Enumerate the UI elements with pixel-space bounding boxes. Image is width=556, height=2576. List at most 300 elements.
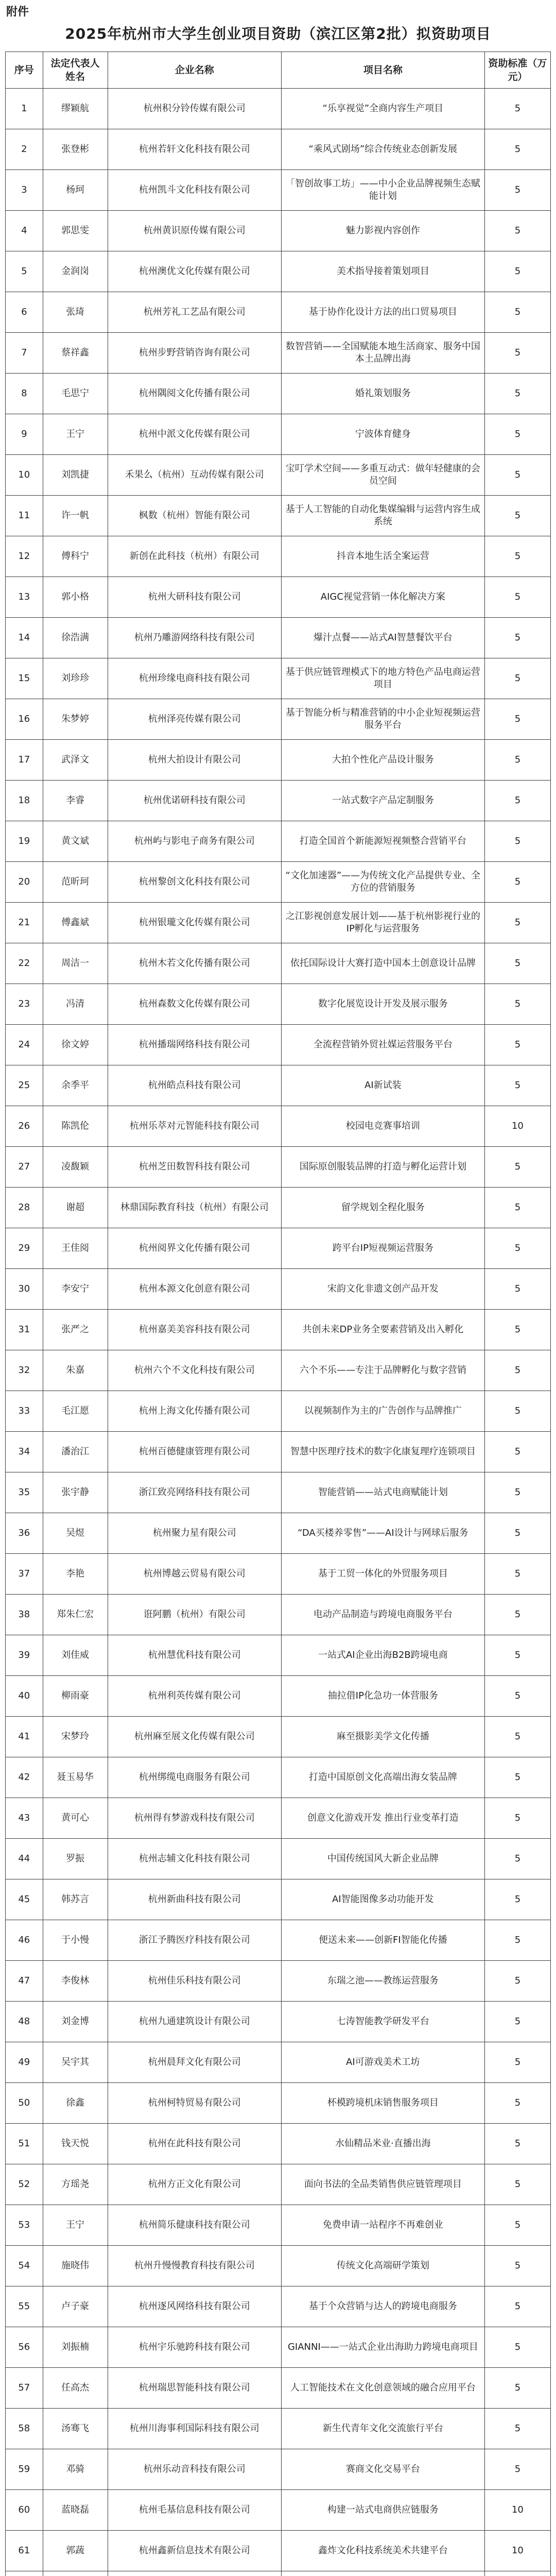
funding-amount: 5: [484, 1635, 550, 1676]
funding-amount: 5: [484, 2205, 550, 2246]
row-number: 30: [6, 1269, 43, 1310]
project-name: 跨平台IP短视频运营服务: [281, 1228, 484, 1269]
company-name: 浙江予腾医疗科技有限公司: [108, 1920, 281, 1961]
legal-rep-name: 韩苏言: [43, 1879, 108, 1920]
legal-rep-name: 朱嘉: [43, 1350, 108, 1391]
company-name: [108, 2571, 281, 2576]
legal-rep-name: 范昕珂: [43, 862, 108, 903]
table-row: [6, 781, 551, 821]
funding-amount: 5: [484, 1757, 550, 1798]
legal-rep-name: 张琦: [43, 292, 108, 333]
company-name: 杭州佳乐科技有限公司: [108, 1961, 281, 2002]
legal-rep-name: 郑朱仁宏: [43, 1595, 108, 1635]
row-number: 45: [6, 1879, 43, 1920]
funding-amount: 5: [484, 1350, 550, 1391]
funding-amount: 5: [484, 740, 550, 781]
row-number: 5: [6, 251, 43, 292]
project-name: 基于智能分析与精准营销的中小企业短视频运营服务平台: [281, 699, 484, 740]
company-name: 杭州利英传媒有限公司: [108, 1676, 281, 1717]
row-number: 39: [6, 1635, 43, 1676]
funding-amount: 5: [484, 2124, 550, 2164]
funding-amount: 5: [484, 89, 550, 129]
table-row: [6, 1188, 551, 1228]
legal-rep-name: 陈凯伦: [43, 1106, 108, 1147]
funding-amount: 5: [484, 2368, 550, 2409]
funding-amount: 5: [484, 903, 550, 943]
legal-rep-name: 吴煜: [43, 1513, 108, 1554]
legal-rep-name: 张登彬: [43, 129, 108, 170]
project-name: 宁波体育健身: [281, 414, 484, 455]
project-name: AIGC视觉营销一体化解决方案: [281, 577, 484, 618]
row-number: 32: [6, 1350, 43, 1391]
row-number: 41: [6, 1717, 43, 1757]
company-name: 杭州优诺研科技有限公司: [108, 781, 281, 821]
legal-rep-name: 卢子豪: [43, 2286, 108, 2327]
legal-rep-name: 毛思宁: [43, 374, 108, 414]
project-name: 东瑞之池——教练运营服务: [281, 1961, 484, 2002]
table-row: [6, 943, 551, 984]
funding-amount: 5: [484, 251, 550, 292]
legal-rep-name: 刘振楠: [43, 2327, 108, 2368]
project-name: AI新试装: [281, 1065, 484, 1106]
company-name: 杭州简乐健康科技有限公司: [108, 2205, 281, 2246]
project-name: 智能营销——站式电商赋能计划: [281, 1472, 484, 1513]
company-name: 杭州中派文化传媒有限公司: [108, 414, 281, 455]
project-name: 一站式数字产品定制服务: [281, 781, 484, 821]
table-row: [6, 1106, 551, 1147]
table-row: [6, 984, 551, 1025]
row-number: 19: [6, 821, 43, 862]
row-number: 42: [6, 1757, 43, 1798]
project-name: 七涛智能教学研发平台: [281, 2002, 484, 2042]
funding-amount: 5: [484, 2246, 550, 2286]
row-number: 12: [6, 536, 43, 577]
funding-amount: 5: [484, 211, 550, 251]
project-name: 智慧中医理疗技术的数字化康复理疗连锁项目: [281, 1432, 484, 1472]
table-row: [6, 170, 551, 211]
legal-rep-name: 王宁: [43, 414, 108, 455]
project-name: AI可游戏美术工坊: [281, 2042, 484, 2083]
company-name: 杭州毛基信息科技有限公司: [108, 2490, 281, 2531]
company-name: 杭州上海文化传播有限公司: [108, 1391, 281, 1432]
row-number: 44: [6, 1839, 43, 1879]
project-name: 杯模跨境机床销售服务项目: [281, 2083, 484, 2124]
project-name: [281, 2571, 484, 2576]
project-name: 基于协作化设计方法的出口贸易项目: [281, 292, 484, 333]
table-row: [6, 1839, 551, 1879]
company-name: 杭州瑞思智能科技有限公司: [108, 2368, 281, 2409]
legal-rep-name: 潘治江: [43, 1432, 108, 1472]
header-company: 企业名称: [108, 52, 281, 89]
funding-amount: 5: [484, 455, 550, 496]
row-number: 21: [6, 903, 43, 943]
funding-amount: 5: [484, 1065, 550, 1106]
table-row: [6, 1269, 551, 1310]
table-row: [6, 1025, 551, 1065]
project-name: 婚礼策划服务: [281, 374, 484, 414]
project-name: 基于供应链管理模式下的地方特色产品电商运营项目: [281, 658, 484, 699]
row-number: [6, 2571, 43, 2576]
row-number: 48: [6, 2002, 43, 2042]
funding-amount: 5: [484, 2083, 550, 2124]
table-row: [6, 2409, 551, 2449]
funding-amount: 5: [484, 2409, 550, 2449]
legal-rep-name: 周洁一: [43, 943, 108, 984]
funding-amount: 5: [484, 577, 550, 618]
legal-rep-name: 李俊林: [43, 1961, 108, 2002]
row-number: 40: [6, 1676, 43, 1717]
row-number: 14: [6, 618, 43, 658]
table-row: [6, 577, 551, 618]
table-row: [6, 89, 551, 129]
row-number: 56: [6, 2327, 43, 2368]
row-number: 3: [6, 170, 43, 211]
funding-amount: 5: [484, 2449, 550, 2490]
company-name: 杭州九通建筑设计有限公司: [108, 2002, 281, 2042]
legal-rep-name: 蓝晓磊: [43, 2490, 108, 2531]
legal-rep-name: 柳雨豪: [43, 1676, 108, 1717]
table-row: [6, 862, 551, 903]
project-name: 数智营销——全国赋能本地生活商家、服务中国本土品牌出海: [281, 333, 484, 374]
company-name: 杭州步野营销咨询有限公司: [108, 333, 281, 374]
project-name: 美术指导接着策划项目: [281, 251, 484, 292]
company-name: 杭州大拍设计有限公司: [108, 740, 281, 781]
funding-amount: 5: [484, 1676, 550, 1717]
legal-rep-name: 李睿: [43, 781, 108, 821]
row-number: 28: [6, 1188, 43, 1228]
table-row: [6, 496, 551, 536]
funding-amount: 5: [484, 1961, 550, 2002]
funding-amount: 5: [484, 129, 550, 170]
table-row: [6, 211, 551, 251]
project-name: 鑫炸文化科技系统美术共建平台: [281, 2531, 484, 2571]
company-name: 杭州宇乐驰跨科技有限公司: [108, 2327, 281, 2368]
funding-amount: 10: [484, 2531, 550, 2571]
table-row: [6, 821, 551, 862]
project-name: 中国传统国风大新企业品牌: [281, 1839, 484, 1879]
funding-amount: 5: [484, 1269, 550, 1310]
company-name: 杭州得有梦游戏科技有限公司: [108, 1798, 281, 1839]
funding-amount: 5: [484, 1879, 550, 1920]
company-name: 杭州柯特贸易有限公司: [108, 2083, 281, 2124]
legal-rep-name: 傅鑫斌: [43, 903, 108, 943]
funding-amount: 5: [484, 618, 550, 658]
legal-rep-name: 刘凯捷: [43, 455, 108, 496]
funding-amount: 5: [484, 170, 550, 211]
table-row: [6, 2327, 551, 2368]
header-project: 项目名称: [281, 52, 484, 89]
project-name: “乘风式剧场”综合传统业态创新发展: [281, 129, 484, 170]
company-name: 杭州聚力星有限公司: [108, 1513, 281, 1554]
company-name: 杭州大研科技有限公司: [108, 577, 281, 618]
legal-rep-name: 徐鑫: [43, 2083, 108, 2124]
table-row: [6, 455, 551, 496]
legal-rep-name: 李安宁: [43, 1269, 108, 1310]
project-name: 依托国际设计大赛打造中国本土创意设计品牌: [281, 943, 484, 984]
row-number: 13: [6, 577, 43, 618]
project-name: 以视频制作为主的广告创作与品牌推广: [281, 1391, 484, 1432]
table-row: [6, 1350, 551, 1391]
funding-amount: 5: [484, 2286, 550, 2327]
table-row: [6, 740, 551, 781]
project-name: 面向书法的全品类销售供应链管理项目: [281, 2164, 484, 2205]
company-name: 杭州乃雕游网络科技有限公司: [108, 618, 281, 658]
legal-rep-name: 黄文斌: [43, 821, 108, 862]
company-name: 杭州鑫新信息技术有限公司: [108, 2531, 281, 2571]
project-name: 创意文化游戏开发 推出行业变革打造: [281, 1798, 484, 1839]
company-name: 杭州逐风网络科技有限公司: [108, 2286, 281, 2327]
company-name: 林鼎国际教育科技（杭州）有限公司: [108, 1188, 281, 1228]
company-name: 杭州六个不文化科技有限公司: [108, 1350, 281, 1391]
company-name: 杭州志辅文化科技有限公司: [108, 1839, 281, 1879]
row-number: 52: [6, 2164, 43, 2205]
table-row: [6, 2002, 551, 2042]
row-number: 57: [6, 2368, 43, 2409]
project-name: 基于人工智能的自动化集媒编辑与运营内容生成系统: [281, 496, 484, 536]
row-number: 7: [6, 333, 43, 374]
row-number: 36: [6, 1513, 43, 1554]
project-name: 校园电竞赛事培训: [281, 1106, 484, 1147]
project-name: GIANNI——一站式企业出海助力跨境电商项目: [281, 2327, 484, 2368]
project-name: 新生代青年文化交流旅行平台: [281, 2409, 484, 2449]
funding-amount: 5: [484, 2002, 550, 2042]
table-row: [6, 1595, 551, 1635]
company-name: 杭州芳礼工艺品有限公司: [108, 292, 281, 333]
company-name: 杭州在此科技有限公司: [108, 2124, 281, 2164]
funding-amount: 5: [484, 821, 550, 862]
legal-rep-name: 朱梦婷: [43, 699, 108, 740]
row-number: 10: [6, 455, 43, 496]
table-row: [6, 251, 551, 292]
project-name: 打造中国原创文化高端出海女装品牌: [281, 1757, 484, 1798]
row-number: 31: [6, 1310, 43, 1350]
company-name: 杭州百德健康管理有限公司: [108, 1432, 281, 1472]
row-number: 8: [6, 374, 43, 414]
table-row: [6, 2449, 551, 2490]
project-name: 基于工贸一体化的外贸服务项目: [281, 1554, 484, 1595]
funding-amount: 5: [484, 984, 550, 1025]
table-row: [6, 1391, 551, 1432]
project-name: 全流程营销外贸社媒运营服务平台: [281, 1025, 484, 1065]
table-row: [6, 1961, 551, 2002]
funding-amount: 5: [484, 1188, 550, 1228]
table-row: [6, 1310, 551, 1350]
table-row: [6, 618, 551, 658]
company-name: 杭州麻至展文化传媒有限公司: [108, 1717, 281, 1757]
project-name: 一站式AI企业出海B2B跨境电商: [281, 1635, 484, 1676]
funding-amount: 5: [484, 1310, 550, 1350]
legal-rep-name: 施晓伟: [43, 2246, 108, 2286]
company-name: 杭州芝田数智科技有限公司: [108, 1147, 281, 1188]
company-name: 杭州屿与影电子商务有限公司: [108, 821, 281, 862]
funding-amount: 5: [484, 658, 550, 699]
annex-label: 附件: [6, 6, 29, 19]
table-row: [6, 1757, 551, 1798]
company-name: 杭州升慢慢教育科技有限公司: [108, 2246, 281, 2286]
table-row: [6, 2368, 551, 2409]
project-name: 构建一站式电商供应链服务: [281, 2490, 484, 2531]
project-name: 传统文化高端研学策划: [281, 2246, 484, 2286]
row-number: 26: [6, 1106, 43, 1147]
funding-amount: 5: [484, 699, 550, 740]
company-name: 禾果么（杭州）互动传媒有限公司: [108, 455, 281, 496]
row-number: 60: [6, 2490, 43, 2531]
company-name: 杭州乐萃对元智能科技有限公司: [108, 1106, 281, 1147]
company-name: 杭州若轩文化科技有限公司: [108, 129, 281, 170]
legal-rep-name: 杨珂: [43, 170, 108, 211]
row-number: 58: [6, 2409, 43, 2449]
row-number: 43: [6, 1798, 43, 1839]
funding-amount: 5: [484, 1432, 550, 1472]
funding-amount: 5: [484, 374, 550, 414]
legal-rep-name: 张宇静: [43, 1472, 108, 1513]
company-name: 杭州阅界文化传播有限公司: [108, 1228, 281, 1269]
funding-amount: 5: [484, 1717, 550, 1757]
funding-amount: 5: [484, 1595, 550, 1635]
table-row: [6, 903, 551, 943]
table-row: [6, 1554, 551, 1595]
legal-rep-name: 邓骑: [43, 2449, 108, 2490]
table-row: [6, 1432, 551, 1472]
project-name: 六个不乐——专注于品牌孵化与数字营销: [281, 1350, 484, 1391]
row-number: 24: [6, 1025, 43, 1065]
funding-amount: 5: [484, 536, 550, 577]
row-number: 47: [6, 1961, 43, 2002]
company-name: 杭州木若文化传播有限公司: [108, 943, 281, 984]
project-name: 赛商文化交易平台: [281, 2449, 484, 2490]
funding-amount: 10: [484, 2490, 550, 2531]
table-row: [6, 2571, 551, 2576]
table-row: [6, 414, 551, 455]
legal-rep-name: 张严之: [43, 1310, 108, 1350]
project-name: 魅力影视内容创作: [281, 211, 484, 251]
row-number: 11: [6, 496, 43, 536]
row-number: 51: [6, 2124, 43, 2164]
document-title: 2025年杭州市大学生创业项目资助（滨江区第2批）拟资助项目: [65, 25, 491, 42]
funding-amount: 5: [484, 1472, 550, 1513]
company-name: 杭州银瓏文化传媒有限公司: [108, 903, 281, 943]
legal-rep-name: 冯清: [43, 984, 108, 1025]
project-name: “乐享视觉”全商内容生产项目: [281, 89, 484, 129]
legal-rep-name: 汤骞飞: [43, 2409, 108, 2449]
row-number: 16: [6, 699, 43, 740]
project-name: 数字化展览设计开发及展示服务: [281, 984, 484, 1025]
company-name: 诳阿鹏（杭州）有限公司: [108, 1595, 281, 1635]
funding-amount: 5: [484, 943, 550, 984]
row-number: 6: [6, 292, 43, 333]
company-name: 杭州博越云贸易有限公司: [108, 1554, 281, 1595]
table-header-row: [6, 52, 551, 89]
table-row: [6, 1879, 551, 1920]
row-number: 29: [6, 1228, 43, 1269]
funding-amount: 5: [484, 1920, 550, 1961]
legal-rep-name: 郭小格: [43, 577, 108, 618]
table-row: [6, 1065, 551, 1106]
row-number: 34: [6, 1432, 43, 1472]
funding-amount: 5: [484, 292, 550, 333]
table-row: [6, 2124, 551, 2164]
legal-rep-name: 宋梦玲: [43, 1717, 108, 1757]
project-name: 国际原创服装品牌的打造与孵化运营计划: [281, 1147, 484, 1188]
legal-rep-name: 毛江愿: [43, 1391, 108, 1432]
legal-rep-name: 徐文婷: [43, 1025, 108, 1065]
project-name: AI智能图像多动功能开发: [281, 1879, 484, 1920]
legal-rep-name: 刘佳威: [43, 1635, 108, 1676]
table-row: [6, 129, 551, 170]
project-name: “文化加速器”——为传统文化产品提供专业、全方位的营销服务: [281, 862, 484, 903]
legal-rep-name: 王宁: [43, 2205, 108, 2246]
legal-rep-name: 余季平: [43, 1065, 108, 1106]
legal-rep-name: 傅科宁: [43, 536, 108, 577]
table-row: [6, 2083, 551, 2124]
row-number: 23: [6, 984, 43, 1025]
funding-amount: 5: [484, 2327, 550, 2368]
funding-amount: 5: [484, 496, 550, 536]
row-number: 35: [6, 1472, 43, 1513]
legal-rep-name: 于小慢: [43, 1920, 108, 1961]
project-name: 打造全国首个新能源短视频整合营销平台: [281, 821, 484, 862]
legal-rep-name: 武泽文: [43, 740, 108, 781]
company-name: 杭州绑缆电商服务有限公司: [108, 1757, 281, 1798]
project-name: 基于个众营销与达人的跨境电商服务: [281, 2286, 484, 2327]
legal-rep-name: 谢超: [43, 1188, 108, 1228]
funding-amount: 5: [484, 333, 550, 374]
project-name: 抽拉借IP化急功一体营服务: [281, 1676, 484, 1717]
legal-rep-name: 钱天悦: [43, 2124, 108, 2164]
row-number: 2: [6, 129, 43, 170]
funding-amount: 5: [484, 1839, 550, 1879]
legal-rep-name: 黄可心: [43, 1798, 108, 1839]
row-number: 33: [6, 1391, 43, 1432]
legal-rep-name: 任高杰: [43, 2368, 108, 2409]
row-number: 18: [6, 781, 43, 821]
legal-rep-name: 徐浩满: [43, 618, 108, 658]
company-name: 杭州黎创文化科技有限公司: [108, 862, 281, 903]
project-name: 宝叮学术空间——多重互动式：做年轻健康的会员空间: [281, 455, 484, 496]
table-row: [6, 2246, 551, 2286]
project-name: 抖音本地生活全案运营: [281, 536, 484, 577]
project-name: 留学规划全程化服务: [281, 1188, 484, 1228]
project-name: 人工智能技术在文化创意领域的融合应用平台: [281, 2368, 484, 2409]
legal-rep-name: 缪颖航: [43, 89, 108, 129]
company-name: 杭州慧优科技有限公司: [108, 1635, 281, 1676]
funding-table: [5, 52, 551, 2576]
row-number: 17: [6, 740, 43, 781]
table-row: [6, 2205, 551, 2246]
funding-amount: 5: [484, 414, 550, 455]
header-no: 序号: [6, 52, 43, 89]
table-row: [6, 1472, 551, 1513]
legal-rep-name: 许一帆: [43, 496, 108, 536]
project-name: 宋韵文化非遗文创产品开发: [281, 1269, 484, 1310]
project-name: 免费申请一站程序不再难创业: [281, 2205, 484, 2246]
legal-rep-name: 王佳阅: [43, 1228, 108, 1269]
project-name: 大拍个性化产品设计服务: [281, 740, 484, 781]
company-name: 杭州嘉美美容科技有限公司: [108, 1310, 281, 1350]
table-row: [6, 2531, 551, 2571]
project-name: 之江影视创意发展计划——基于杭州影视行业的IP孵化与运营服务: [281, 903, 484, 943]
funding-amount: 5: [484, 1391, 550, 1432]
row-number: 49: [6, 2042, 43, 2083]
table-row: [6, 1635, 551, 1676]
legal-rep-name: 罗振: [43, 1839, 108, 1879]
row-number: 22: [6, 943, 43, 984]
company-name: 杭州本源文化创意有限公司: [108, 1269, 281, 1310]
company-name: 杭州隅阅文化传播有限公司: [108, 374, 281, 414]
company-name: 杭州森数文化传媒有限公司: [108, 984, 281, 1025]
row-number: 59: [6, 2449, 43, 2490]
company-name: 浙江致亮网络科技有限公司: [108, 1472, 281, 1513]
